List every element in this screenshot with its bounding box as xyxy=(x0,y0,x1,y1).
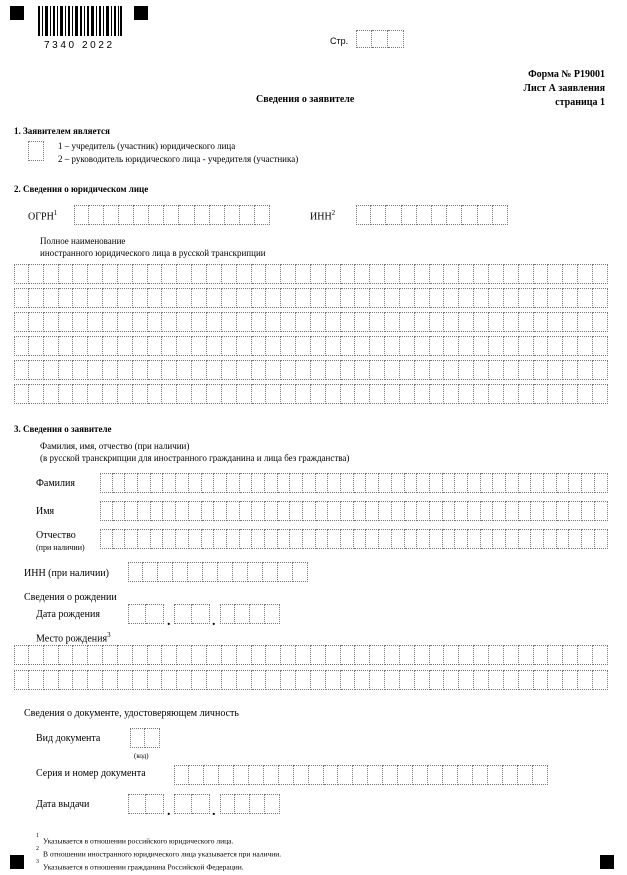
page-of-sheet: страница 1 xyxy=(555,97,605,108)
doc-type-field[interactable] xyxy=(130,728,160,748)
inn-label: ИНН$^2$ xyxy=(310,209,336,223)
fio-caption-1: Фамилия, имя, отчество (при наличии) xyxy=(40,441,190,451)
inn-person-field[interactable] xyxy=(128,562,308,582)
fullname-label-2: иностранного юридического лица в русской транскрипции xyxy=(40,248,266,258)
birth-place-field-1[interactable] xyxy=(14,645,608,665)
sheet-label: Лист А заявления xyxy=(523,83,605,94)
section2-heading: 2. Сведения о юридическом лице xyxy=(14,184,149,194)
ogrn-label: ОГРН$^1$ xyxy=(28,209,58,223)
section1-heading: 1. Заявителем является xyxy=(14,126,110,136)
corner-mark xyxy=(134,6,148,20)
option-2: 2 – руководитель юридического лица - учредителя (участника) xyxy=(58,154,299,164)
fullname-label-1: Полное наименование xyxy=(40,236,126,246)
footnote-1: $^1$Указывается в отношении российского юридического лица. xyxy=(36,833,234,846)
surname-field[interactable] xyxy=(100,473,608,493)
fullname-row[interactable] xyxy=(14,264,608,284)
birth-day-field[interactable] xyxy=(128,604,164,624)
date-separator: . xyxy=(212,804,216,819)
birth-year-field[interactable] xyxy=(220,604,280,624)
fullname-row[interactable] xyxy=(14,360,608,380)
page-label: Стр. xyxy=(330,36,349,46)
surname-label: Фамилия xyxy=(36,478,75,489)
option-1: 1 – учредитель (участник) юридического лица xyxy=(58,141,236,151)
name-field[interactable] xyxy=(100,501,608,521)
inn-person-label: ИНН (при наличии) xyxy=(24,568,109,579)
corner-mark xyxy=(600,855,614,869)
fullname-row[interactable] xyxy=(14,312,608,332)
name-label: Имя xyxy=(36,506,55,517)
form-number: Форма № Р19001 xyxy=(528,69,605,80)
corner-mark xyxy=(10,855,24,869)
date-separator: . xyxy=(212,614,216,629)
ogrn-field[interactable] xyxy=(74,205,270,225)
birth-place-field-2[interactable] xyxy=(14,670,608,690)
patronymic-note: (при наличии) xyxy=(36,543,85,552)
date-separator: . xyxy=(167,614,171,629)
barcode-number: 7340 2022 xyxy=(44,40,115,51)
birth-date-label: Дата рождения xyxy=(36,609,100,620)
fio-caption-2: (в русской транскрипции для иностранного гражданина и лица без гражданства) xyxy=(40,453,350,463)
doc-type-note: (код) xyxy=(134,752,149,760)
doc-type-label: Вид документа xyxy=(36,733,101,744)
footnote-2: $^2$В отношении иностранного юридического лица указывается при наличии. xyxy=(36,846,282,859)
date-separator: . xyxy=(167,804,171,819)
inn-legal-field[interactable] xyxy=(356,205,508,225)
section3-heading: 3. Сведения о заявителе xyxy=(14,424,112,434)
doc-year-field[interactable] xyxy=(220,794,280,814)
page-number-cells[interactable] xyxy=(356,30,404,48)
doc-number-field[interactable] xyxy=(174,765,548,785)
barcode-icon xyxy=(38,6,122,36)
applicant-type-cell[interactable] xyxy=(28,141,44,161)
doc-number-label: Серия и номер документа xyxy=(36,768,146,779)
footnote-3: $^3$Указывается в отношении гражданина Российской Федерации. xyxy=(36,859,244,872)
page-title: Сведения о заявителе xyxy=(256,94,355,105)
patronymic-label: Отчество xyxy=(36,530,76,541)
patronymic-field[interactable] xyxy=(100,529,608,549)
fullname-row[interactable] xyxy=(14,288,608,308)
fullname-row[interactable] xyxy=(14,336,608,356)
doc-heading: Сведения о документе, удостоверяющем личность xyxy=(24,708,239,719)
fullname-row[interactable] xyxy=(14,384,608,404)
doc-date-label: Дата выдачи xyxy=(36,799,90,810)
doc-day-field[interactable] xyxy=(128,794,164,814)
doc-month-field[interactable] xyxy=(174,794,210,814)
birth-heading: Сведения о рождении xyxy=(24,592,117,603)
corner-mark xyxy=(10,6,24,20)
birth-month-field[interactable] xyxy=(174,604,210,624)
birth-place-label: Место рождения$^3$ xyxy=(36,631,111,645)
